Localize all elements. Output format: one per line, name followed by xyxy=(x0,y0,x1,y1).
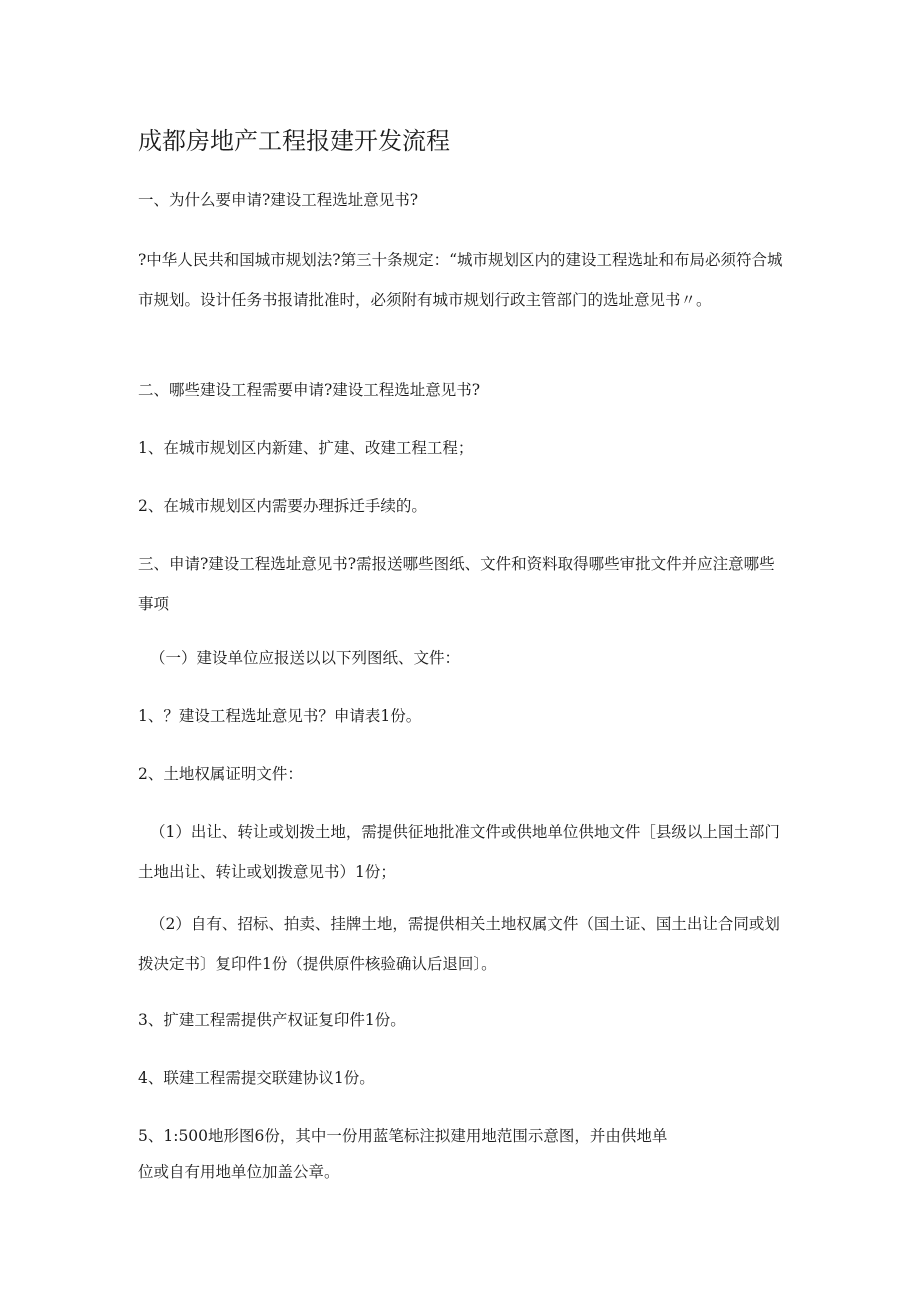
requirement-item-3: 3、扩建工程需提供产权证复印件1份。 xyxy=(138,1011,406,1029)
section-heading-2: 二、哪些建设工程需要申请?建设工程选址意见书? xyxy=(138,381,481,399)
requirement-item-4: 4、联建工程需提交联建协议1份。 xyxy=(138,1069,375,1087)
paragraph-law-quote: ?中华人民共和国城市规划法?第三十条规定：“城市规划区内的建设工程选址和布局必须符合城市规划。设计任务书报请批准时，必须附有城市规划行政主管部门的选址意见书〃。 xyxy=(138,251,783,309)
requirement-item-5-line-1: 5、1:500地形图6份，其中一份用蓝笔标注拟建用地范围示意图，并由供地单 xyxy=(138,1127,668,1145)
requirement-item-1: 1、？建设工程选址意见书？申请表1份。 xyxy=(138,707,422,725)
list-item-1: 1、在城市规划区内新建、扩建、改建工程工程； xyxy=(138,439,474,457)
document-title: 成都房地产工程报建开发流程 xyxy=(138,127,450,155)
subsection-heading-1: （一）建设单位应报送以以下列图纸、文件： xyxy=(150,649,461,667)
requirement-subitem-1: （1）出让、转让或划拨土地，需提供征地批准文件或供地单位供地文件［县级以上国土部门土地出让、转让或划拨意见书）1份； xyxy=(138,823,780,881)
requirement-item-5-line-2: 位或自有用地单位加盖公章。 xyxy=(138,1163,340,1181)
section-heading-3: 三、申请?建设工程选址意见书?需报送哪些图纸、文件和资料取得哪些审批文件并应注意哪些事项 xyxy=(138,555,775,613)
list-item-2: 2、在城市规划区内需要办理拆迁手续的。 xyxy=(138,497,427,515)
requirement-item-2: 2、土地权属证明文件： xyxy=(138,765,303,783)
section-heading-1: 一、为什么要申请?建设工程选址意见书? xyxy=(138,191,419,209)
requirement-subitem-2: （2）自有、招标、拍卖、挂牌土地，需提供相关土地权属文件（国土证、国土出让合同或划拨决定书〕复印件1份（提供原件核验确认后退回〕。 xyxy=(138,915,780,973)
